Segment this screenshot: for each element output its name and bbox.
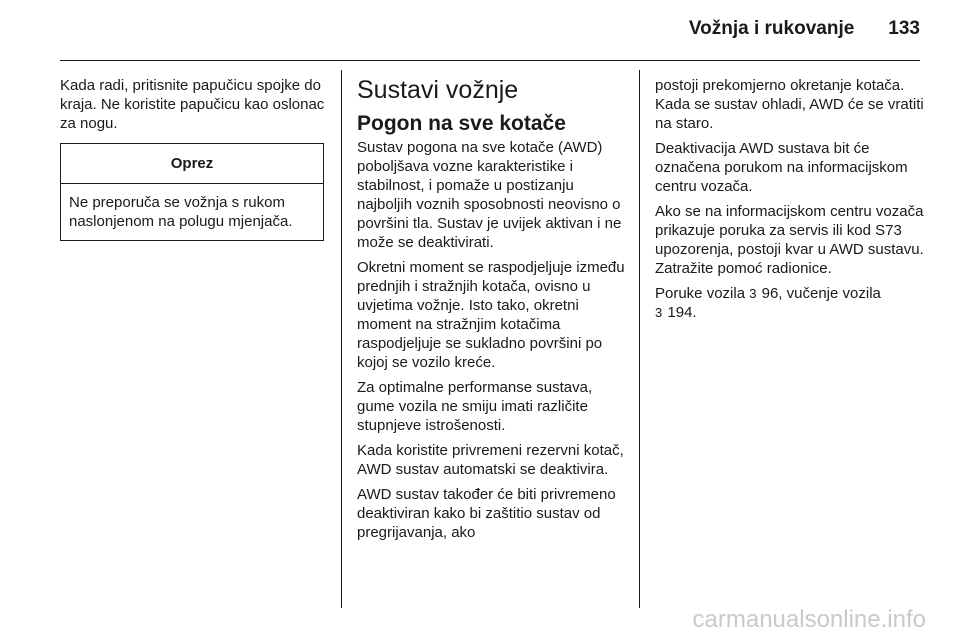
column-right bbox=[655, 76, 927, 328]
page-reference-icon: 3 bbox=[655, 305, 663, 320]
subsection-heading: Pogon na sve kotače bbox=[357, 112, 566, 135]
column-left bbox=[60, 76, 325, 241]
reference-link[interactable]: 194. bbox=[667, 304, 697, 321]
reference-prefix: Poruke vozila bbox=[655, 285, 746, 302]
caution-text: Ne preporuča se vožnja s rukom naslonjenom na polugu mjenjača. bbox=[69, 194, 293, 230]
cross-reference-paragraph bbox=[655, 284, 927, 322]
column-middle bbox=[357, 76, 625, 548]
body-paragraph: Sustav pogona na sve kotače (AWD) poboljšava vozne karakteristike i stabilnost, i pomaže u postizanju najboljih voznih sposobnosti neovisno o površini tla. Sustav je uvijek aktivan i ne može se deaktivirati. bbox=[357, 139, 622, 251]
caution-title: Oprez bbox=[61, 144, 323, 184]
watermark: carmanualsonline.info bbox=[692, 606, 926, 633]
body-paragraph: Za optimalne performanse sustava, gume vozila ne smiju imati različite stupnjeve istrošenosti. bbox=[357, 379, 593, 434]
page-reference-icon: 3 bbox=[749, 286, 757, 301]
header-divider bbox=[60, 60, 920, 61]
section-heading: Sustavi vožnje bbox=[357, 76, 519, 104]
page-title: Vožnja i rukovanje bbox=[688, 18, 855, 39]
body-paragraph: AWD sustav također će biti privremeno deaktiviran kako bi zaštitio sustav od pregrijavanja, ako bbox=[357, 486, 616, 541]
column-divider-right bbox=[639, 70, 640, 608]
body-paragraph: Kada koristite privremeni rezervni kotač, AWD sustav automatski se deaktivira. bbox=[357, 442, 624, 478]
body-paragraph: Okretni moment se raspodjeljuje između prednjih i stražnjih kotača, ovisno u uvjetima vožnje. Isto tako, okretni moment na stražnjim kotačima raspodjeljuje se sukladno površini po kojoj se vozilo kreće. bbox=[357, 259, 625, 371]
body-paragraph: Ako se na informacijskom centru vozača prikazuje poruka za servis ili kod S73 upozorenja, postoji kvar u AWD sustavu. Zatražite pomoć radionice. bbox=[655, 203, 924, 277]
column-divider-left bbox=[341, 70, 342, 608]
page-header bbox=[689, 18, 920, 40]
caution-box bbox=[60, 143, 324, 241]
reference-link[interactable]: 96, vučenje vozila bbox=[761, 285, 881, 302]
intro-paragraph: Kada radi, pritisnite papučicu spojke do kraja. Ne koristite papučicu kao oslonac za nogu. bbox=[60, 77, 325, 132]
body-paragraph: postoji prekomjerno okretanje kotača. Kada se sustav ohladi, AWD će se vratiti na staro. bbox=[655, 77, 924, 132]
page-number: 133 bbox=[888, 18, 920, 39]
body-paragraph: Deaktivacija AWD sustava bit će označena porukom na informacijskom centru vozača. bbox=[655, 140, 908, 195]
